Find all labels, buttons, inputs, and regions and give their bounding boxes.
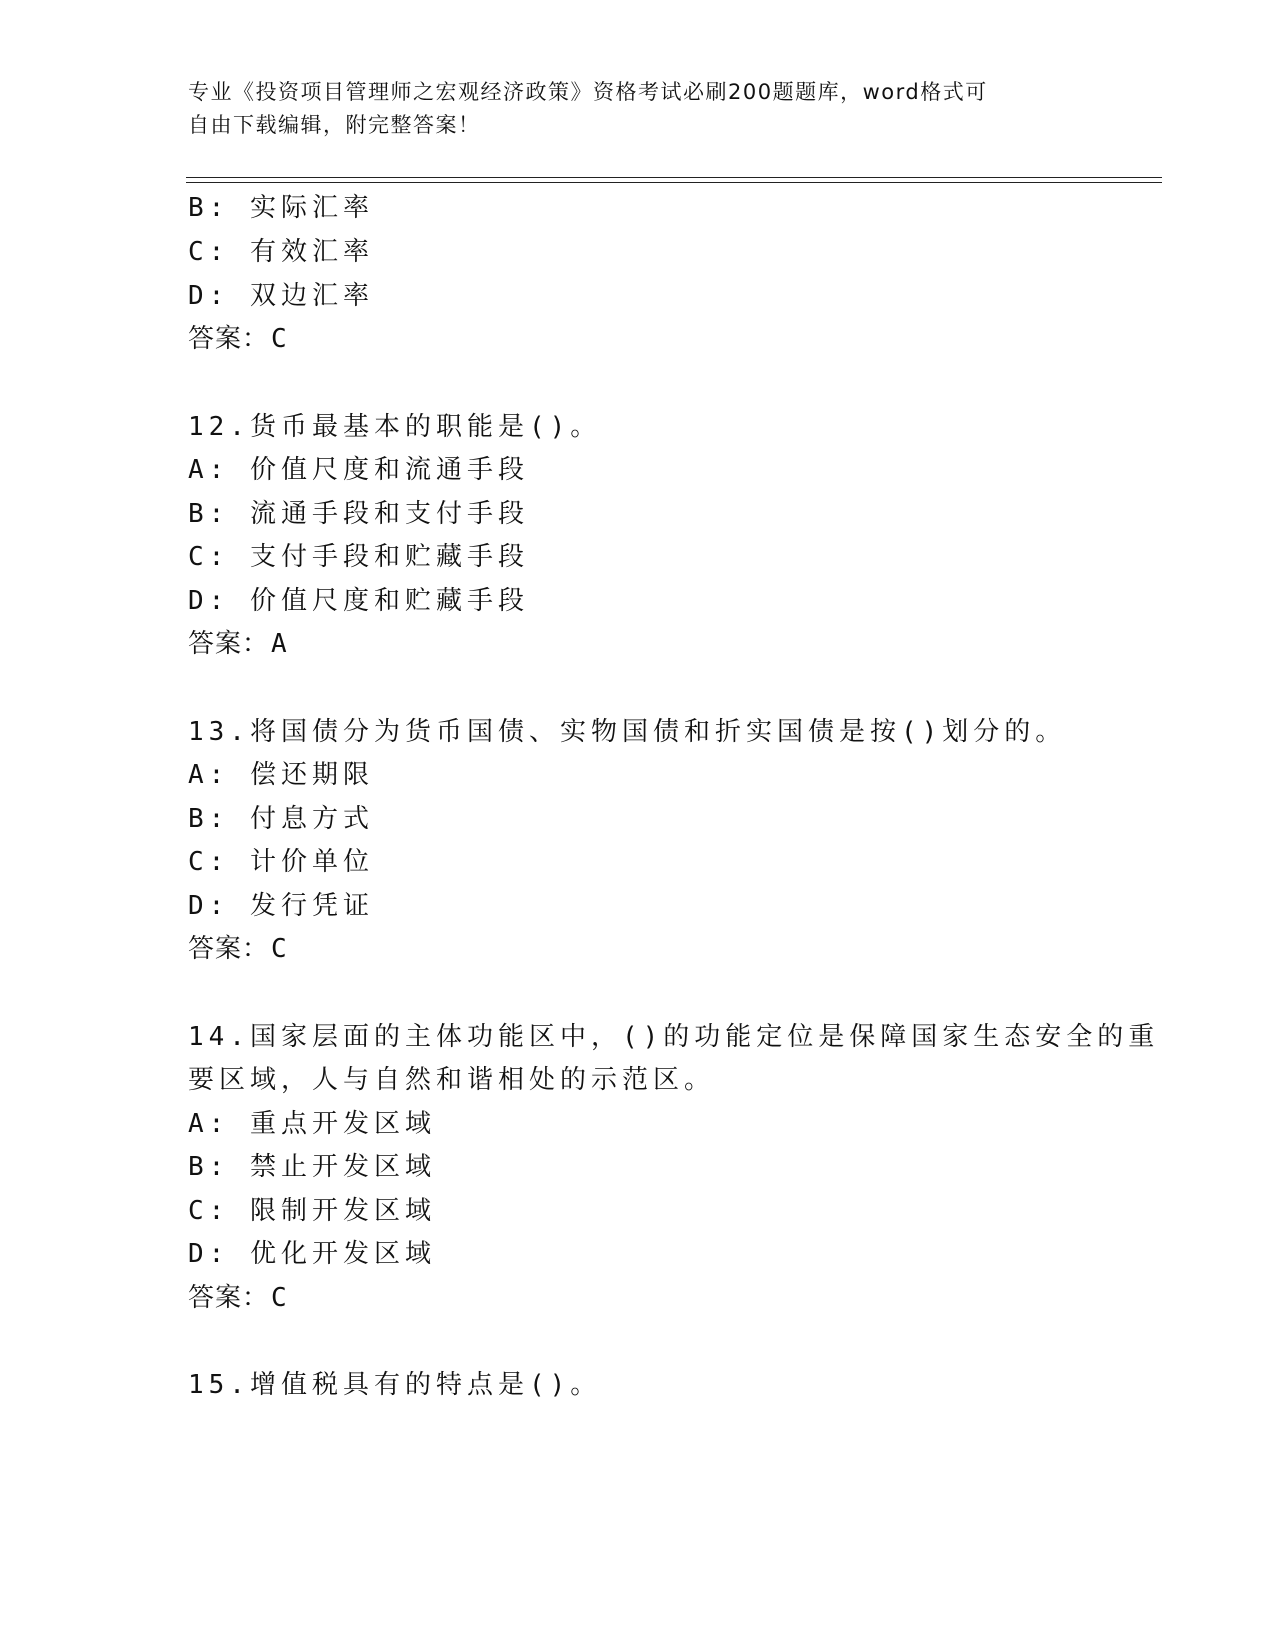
answer-label: 答案： [188, 934, 270, 964]
q14-stem-line-1: 14.国家层面的主体功能区中，()的功能定位是保障国家生态安全的重 [188, 1022, 1160, 1052]
q14-option-a: A: 重点开发区域 [188, 1109, 436, 1139]
q14-option-d: D: 优化开发区域 [188, 1239, 436, 1269]
q13-stem: 13.将国债分为货币国债、实物国债和折实国债是按()划分的。 [188, 717, 1067, 747]
q15-stem: 15.增值税具有的特点是()。 [188, 1370, 602, 1400]
q12-answer [188, 627, 288, 661]
answer-label: 答案： [188, 1283, 270, 1313]
answer-label: 答案： [188, 324, 270, 354]
q11-option-c: C: 有效汇率 [188, 237, 374, 267]
document-header [188, 76, 1068, 142]
q11-option-d: D: 双边汇率 [188, 281, 374, 311]
header-divider-top [186, 177, 1162, 178]
q13-option-c: C: 计价单位 [188, 847, 374, 877]
answer-label: 答案： [188, 629, 270, 659]
q12-option-a: A: 价值尺度和流通手段 [188, 455, 529, 485]
header-line-1: 专业《投资项目管理师之宏观经济政策》资格考试必刷200题题库，word格式可 [188, 80, 988, 104]
q12-option-b: B: 流通手段和支付手段 [188, 499, 529, 529]
q13-answer [188, 932, 288, 966]
q11-option-b: B: 实际汇率 [188, 193, 374, 223]
header-line-2: 自由下载编辑，附完整答案！ [188, 113, 481, 137]
q14-option-b: B: 禁止开发区域 [188, 1152, 436, 1182]
q12-option-d: D: 价值尺度和贮藏手段 [188, 586, 529, 616]
q14-answer [188, 1281, 288, 1315]
answer-value: C [271, 1283, 288, 1313]
answer-value: A [271, 629, 288, 659]
q11-answer [188, 322, 288, 356]
q14-option-c: C: 限制开发区域 [188, 1196, 436, 1226]
header-divider-bottom [186, 182, 1162, 183]
q12-stem: 12.货币最基本的职能是()。 [188, 412, 602, 442]
q13-option-a: A: 偿还期限 [188, 760, 374, 790]
q13-option-b: B: 付息方式 [188, 804, 374, 834]
answer-value: C [271, 324, 288, 354]
q13-option-d: D: 发行凭证 [188, 891, 374, 921]
q14-stem-line-2: 要区域，人与自然和谐相处的示范区。 [188, 1065, 716, 1095]
q12-option-c: C: 支付手段和贮藏手段 [188, 542, 529, 572]
answer-value: C [271, 934, 288, 964]
